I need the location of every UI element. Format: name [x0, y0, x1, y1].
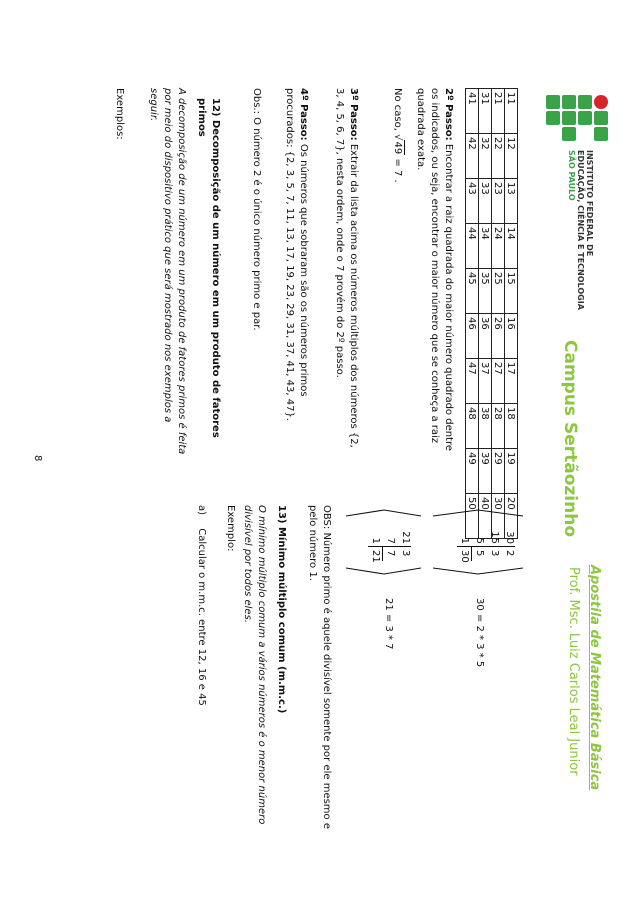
table-cell: 36: [479, 314, 492, 359]
table-cell: 19: [505, 449, 518, 494]
table-cell: 43: [466, 179, 479, 224]
table-cell: 35: [479, 269, 492, 314]
table-cell: 41: [466, 89, 479, 134]
table-row: [492, 89, 505, 539]
table-cell: 28: [492, 404, 505, 449]
table-cell: 25: [492, 269, 505, 314]
table-cell: 20: [505, 494, 518, 539]
fact30-result: 30 = 2 * 3 * 5: [474, 598, 485, 668]
fact21-right-1: 7: [385, 550, 396, 557]
table-cell: 11: [505, 89, 518, 134]
fact21-divider: [368, 546, 411, 547]
caso-radicand: 49: [392, 141, 403, 155]
page-number: 8: [32, 455, 43, 462]
table-cell: 17: [505, 359, 518, 404]
numbers-table: [465, 88, 518, 539]
table-cell: 45: [466, 269, 479, 314]
institute-logo: [546, 95, 608, 147]
table-cell: 14: [505, 224, 518, 269]
passo4-paragraph: [282, 88, 310, 458]
fact30-right-1: 3: [489, 550, 500, 557]
institute-line2: EDUCAÇÃO, CIÊNCIA E TECNOLOGIA: [576, 150, 585, 310]
obs-primo: OBS: Número primo é aquele divisível somente por ele mesmo e pelo número 1.: [307, 505, 332, 829]
passo2-label: 2º Passo:: [443, 88, 454, 141]
table-cell: 37: [479, 359, 492, 404]
table-cell: 13: [505, 179, 518, 224]
campus-title: Campus Sertãozinho: [560, 340, 580, 538]
institute-line3: SÃO PAULO: [567, 150, 576, 201]
passo4-label: 4º Passo:: [298, 88, 309, 141]
caso-result: = 7 .: [392, 155, 403, 183]
table-cell: 32: [479, 134, 492, 179]
table-row: [479, 89, 492, 539]
table-cell: 18: [505, 404, 518, 449]
item-a: [194, 505, 208, 706]
table-cell: 49: [466, 449, 479, 494]
fact21-left-0: 21: [400, 531, 411, 544]
passo3-paragraph: [332, 88, 360, 458]
obs-paragraph: Obs.: O número 2 é o único número primo e par.: [251, 88, 262, 331]
table-cell: 16: [505, 314, 518, 359]
brace-left-30: [433, 510, 523, 520]
table-cell: 22: [492, 134, 505, 179]
table-cell: 39: [479, 449, 492, 494]
institute-line1: INSTITUTO FEDERAL DE: [585, 150, 594, 257]
caso-prefix: No caso,: [392, 88, 403, 135]
fact30-left-0: 30: [504, 531, 515, 544]
fact30-right-0: 2: [504, 550, 515, 557]
table-cell: 27: [492, 359, 505, 404]
fact21-result: 21 = 3 * 7: [383, 598, 394, 650]
passo2-paragraph: [413, 88, 455, 458]
fact30-divider: [457, 546, 515, 547]
table-cell: 33: [479, 179, 492, 224]
fact21-left-1: 7: [385, 537, 396, 544]
table-cell: 38: [479, 404, 492, 449]
section12-title: 12) Decomposição de um número em um produto de fatores primos: [196, 98, 221, 438]
professor-name: Prof. Msc. Luiz Carlos Leal Junior: [566, 567, 581, 776]
table-row: [505, 89, 518, 539]
table-cell: 46: [466, 314, 479, 359]
fact30-underline: [471, 547, 472, 561]
passo4-text: Os números que sobraram são os números primos procurados: {2, 3, 5, 7, 11, 13, 17, 19, 23, 29, 31, 37, 41, 43, 47}.: [284, 88, 309, 421]
fact30-left-1: 15: [489, 531, 500, 544]
brace-left-21: [346, 510, 421, 520]
fact21-right-2: 21: [370, 550, 381, 563]
passo3-label: 3º Passo:: [348, 88, 359, 141]
table-cell: 40: [479, 494, 492, 539]
table-cell: 12: [505, 134, 518, 179]
table-cell: 29: [492, 449, 505, 494]
brace-right-21: [346, 568, 421, 578]
section13-title: 13) Mínimo múltiplo comum (m.m.c.): [276, 505, 287, 714]
section13-text: O mínimo múltiplo comum a vários números é o menor número divisível por todos eles.: [242, 505, 267, 825]
table-cell: 24: [492, 224, 505, 269]
fact21-right-0: 3: [400, 550, 411, 557]
item-a-text: Calcular o m.m.c. entre 12, 16 e 45: [196, 528, 207, 706]
table-cell: 31: [479, 89, 492, 134]
table-cell: 26: [492, 314, 505, 359]
table-cell: 15: [505, 269, 518, 314]
fact21-underline: [382, 547, 383, 561]
table-cell: 47: [466, 359, 479, 404]
apostila-title: Apostila de Matemática Básica: [587, 565, 602, 791]
table-row: [466, 89, 479, 539]
table-cell: 42: [466, 134, 479, 179]
table-cell: 44: [466, 224, 479, 269]
section12-text: A decomposição de um número em um produto de fatores primos é feita por meio do dispositivo prático que será mostrado nos exemplos a seguir.: [148, 88, 187, 455]
passo3-text: Extrair da lista acima os números múltiplos dos números {2, 3, 4, 5, 6, 7}, nesta ordem, onde o 7 provém do 2º passo.: [334, 88, 359, 448]
table-cell: 30: [492, 494, 505, 539]
fact30-right-3: 30: [459, 550, 470, 563]
table-cell: 50: [466, 494, 479, 539]
brace-right-30: [433, 568, 523, 578]
exemplos-label: Exemplos:: [114, 88, 125, 140]
exemplo-label: Exemplo:: [225, 505, 236, 552]
fact21-left-2: 1: [370, 537, 381, 544]
caso-line: No caso, √49 = 7 .: [392, 88, 403, 183]
table-cell: 34: [479, 224, 492, 269]
fact30-left-3: 1: [459, 537, 470, 544]
passo2-text: Encontrar a raiz quadrada do maior número quadrado dentre os indicados, ou seja, encontrar o maior número que se conheça a raiz quadrada exata.: [415, 88, 454, 452]
institute-name: [567, 150, 594, 310]
fact30-left-2: 5: [474, 537, 485, 544]
table-cell: 48: [466, 404, 479, 449]
table-cell: 21: [492, 89, 505, 134]
table-cell: 23: [492, 179, 505, 224]
fact30-right-2: 5: [474, 550, 485, 557]
item-a-label: a): [196, 505, 207, 516]
